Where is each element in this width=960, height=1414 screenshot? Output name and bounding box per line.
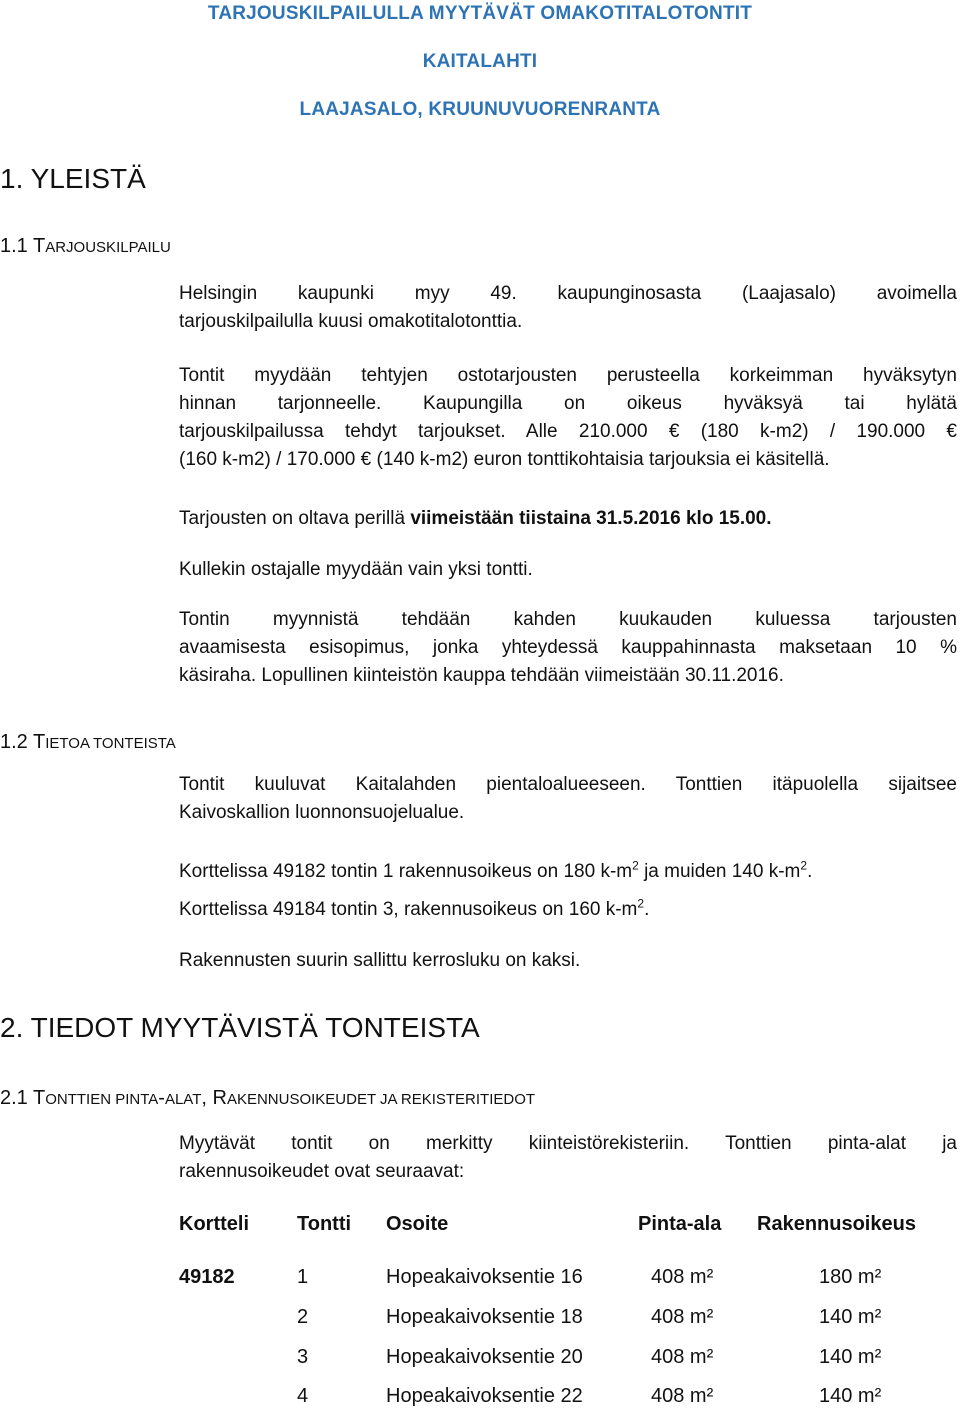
header-rakennusoikeus: Rakennusoikeus bbox=[757, 1213, 916, 1235]
cell-tontti: 1 bbox=[297, 1266, 309, 1288]
document-location: LAAJASALO, KRUUNUVUORENRANTA bbox=[299, 99, 661, 120]
document-title: TARJOUSKILPAILULLA MYYTÄVÄT OMAKOTITALOTONTIT bbox=[207, 3, 753, 24]
paragraph-plots-registry: Myytävät tontit on merkitty kiinteistörekisteriin. Tonttien pinta-alat ja rakennusoikeudet ovat seuraavat: bbox=[179, 1133, 957, 1182]
cell-rakennusoikeus: 180 m² bbox=[819, 1266, 882, 1288]
paragraph-area-info: Tontit kuuluvat Kaitalahden pientaloalueeseen. Tonttien itäpuolella sijaitsee Kaivoskallion luonnonsuojelualue. bbox=[179, 774, 957, 823]
section-1-2-title: 1.2 TIETOA TONTEISTA bbox=[0, 731, 176, 753]
section-1-1-title: 1.1 TARJOUSKILPAILU bbox=[0, 235, 171, 257]
cell-rakennusoikeus: 140 m² bbox=[819, 1385, 882, 1407]
header-kortteli: Kortteli bbox=[179, 1213, 249, 1235]
document-subtitle: KAITALAHTI bbox=[422, 51, 538, 72]
paragraph-building-rights-49184: Korttelissa 49184 tontin 3, rakennusoikeus on 160 $k-m^2$. bbox=[179, 896, 650, 920]
paragraph-sale-intro: Helsingin kaupunki myy 49. kaupunginosasta (Laajasalo) avoimella tarjouskilpailulla kuusi omakotitalotonttia. bbox=[179, 283, 957, 332]
cell-rakennusoikeus: 140 m² bbox=[819, 1306, 882, 1328]
section-2-title: 2. TIEDOT MYYTÄVISTÄ TONTEISTA bbox=[0, 1012, 480, 1043]
cell-pinta-ala: 408 m² bbox=[651, 1385, 714, 1407]
header-osoite: Osoite bbox=[386, 1213, 449, 1235]
cell-tontti: 3 bbox=[297, 1346, 309, 1368]
cell-pinta-ala: 408 m² bbox=[651, 1306, 714, 1328]
header-tontti: Tontti bbox=[297, 1213, 352, 1235]
paragraph-floor-limit: Rakennusten suurin sallittu kerrosluku on kaksi. bbox=[179, 950, 581, 971]
cell-rakennusoikeus: 140 m² bbox=[819, 1346, 882, 1368]
cell-kortteli: 49182 bbox=[179, 1266, 235, 1288]
cell-osoite: Hopeakaivoksentie 18 bbox=[386, 1306, 583, 1328]
cell-pinta-ala: 408 m² bbox=[651, 1346, 714, 1368]
cell-pinta-ala: 408 m² bbox=[651, 1266, 714, 1288]
paragraph-contract-terms: Tontin myynnistä tehdään kahden kuukauden kuluessa tarjousten avaamisesta esisopimus, jonka yhteydessä kauppahinnasta maksetaan 10 % käsiraha. Lopullinen kiinteistön kauppa tehdään viimeistään 30.11.2016. bbox=[179, 609, 957, 686]
cell-tontti: 2 bbox=[297, 1306, 309, 1328]
cell-osoite: Hopeakaivoksentie 20 bbox=[386, 1346, 583, 1368]
deadline-date: viimeistään tiistaina 31.5.2016 klo 15.00. bbox=[410, 508, 772, 529]
section-1-title: 1. YLEISTÄ bbox=[0, 163, 146, 194]
header-pinta-ala: Pinta-ala bbox=[638, 1213, 722, 1235]
paragraph-offer-rules: Tontit myydään tehtyjen ostotarjousten perusteella korkeimman hyväksytyn hinnan tarjonneelle. Kaupungilla on oikeus hyväksyä tai hylätä tarjouskilpailussa tehdyt tarjoukset. Alle 210.000 € (180 k-m2) / 190.000 € (160 k-m2) / 170.000 € (140 k-m2) euron tonttikohtaisia tarjouksia ei käsitellä. bbox=[179, 365, 957, 470]
paragraph-one-plot-limit: Kullekin ostajalle myydään vain yksi tontti. bbox=[179, 559, 533, 580]
paragraph-building-rights-49182: Korttelissa 49182 tontin 1 rakennusoikeus on 180 $k-m^2$ ja muiden 140 $k-m^2$. bbox=[179, 858, 813, 882]
section-2-1-title: 2.1 TONTTIEN PINTA-ALAT, RAKENNUSOIKEUDET JA REKISTERITIEDOT bbox=[0, 1087, 536, 1109]
paragraph-deadline: Tarjousten on oltava perillä viimeistään tiistaina 31.5.2016 klo 15.00. bbox=[179, 508, 772, 529]
cell-osoite: Hopeakaivoksentie 22 bbox=[386, 1385, 583, 1407]
cell-osoite: Hopeakaivoksentie 16 bbox=[386, 1266, 583, 1288]
cell-tontti: 4 bbox=[297, 1385, 309, 1407]
